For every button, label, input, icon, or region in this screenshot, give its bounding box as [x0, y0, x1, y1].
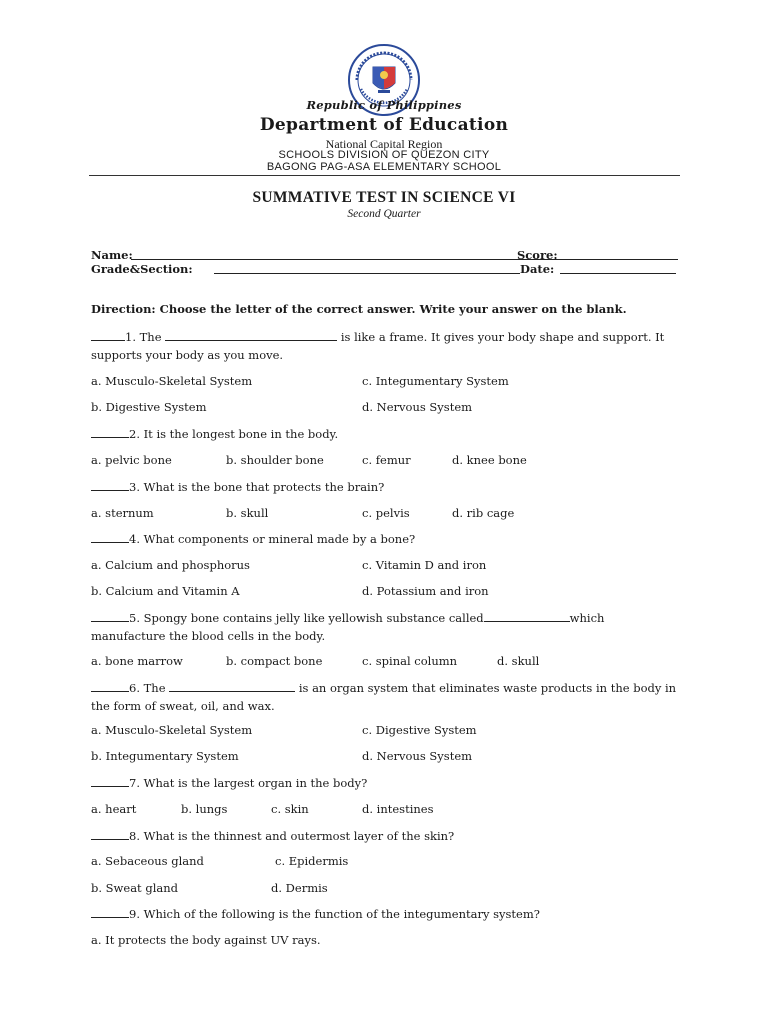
- fill-blank: [165, 330, 337, 341]
- option: c. Epidermis: [275, 854, 349, 868]
- question-text: 8. What is the thinnest and outermost layer of the skin?: [129, 829, 455, 843]
- name-label: Name:: [91, 248, 133, 262]
- answer-blank[interactable]: [91, 776, 129, 787]
- fill-blank: [484, 611, 570, 622]
- answer-blank[interactable]: [91, 611, 129, 622]
- option: a. Sebaceous gland: [91, 854, 204, 868]
- option: d. Nervous System: [362, 400, 473, 414]
- option: a. bone marrow: [91, 654, 183, 668]
- option: c. femur: [362, 453, 411, 467]
- option: c. pelvis: [362, 506, 410, 520]
- option: a. Musculo-Skeletal System: [91, 723, 253, 737]
- question-text: 3. What is the bone that protects the brain?: [129, 480, 385, 494]
- question-text: is an organ system that eliminates waste products in the body in the form of sweat, oil, and wax.: [91, 681, 677, 713]
- option: a. It protects the body against UV rays.: [91, 933, 321, 947]
- option: a. heart: [91, 802, 137, 816]
- question-text: which manufacture the blood cells in the body.: [91, 611, 605, 643]
- option: d. skull: [497, 654, 540, 668]
- option: c. Integumentary System: [362, 374, 509, 388]
- fill-blank: [169, 681, 295, 692]
- option: d. Nervous System: [362, 749, 473, 763]
- option: a. Calcium and phosphorus: [91, 558, 250, 572]
- answer-blank[interactable]: [91, 330, 125, 341]
- question-8: [91, 828, 454, 845]
- score-blank[interactable]: [564, 249, 678, 260]
- option: d. intestines: [362, 802, 434, 816]
- division-text: SCHOOLS DIVISION OF QUEZON CITY: [278, 149, 490, 161]
- answer-blank[interactable]: [91, 480, 129, 491]
- option: b. compact bone: [226, 654, 323, 668]
- answer-blank[interactable]: [91, 532, 129, 543]
- option: a. pelvic bone: [91, 453, 172, 467]
- option: d. Potassium and iron: [362, 584, 489, 598]
- grade-section-blank[interactable]: [214, 263, 520, 274]
- question-text: 7. What is the largest organ in the body?: [129, 776, 368, 790]
- question-text: 9. Which of the following is the function of the integumentary system?: [129, 907, 540, 921]
- header-divider: [89, 175, 680, 176]
- score-label: Score:: [517, 248, 558, 262]
- option: d. knee bone: [452, 453, 527, 467]
- option: b. shoulder bone: [226, 453, 324, 467]
- option: b. Integumentary System: [91, 749, 239, 763]
- question-text: 6. The: [129, 681, 166, 695]
- date-blank[interactable]: [560, 263, 676, 274]
- answer-blank[interactable]: [91, 829, 129, 840]
- question-text: 2. It is the longest bone in the body.: [129, 427, 339, 441]
- question-9: [91, 906, 540, 923]
- option: c. spinal column: [362, 654, 458, 668]
- question-1: [91, 329, 681, 364]
- quarter-subtitle: Second Quarter: [347, 208, 421, 220]
- answer-blank[interactable]: [91, 907, 129, 918]
- question-text: 5. Spongy bone contains jelly like yellowish substance called: [129, 611, 484, 625]
- question-6: [91, 680, 681, 715]
- question-7: [91, 775, 367, 792]
- school-text: BAGONG PAG-ASA ELEMENTARY SCHOOL: [266, 161, 502, 173]
- question-5: [91, 610, 681, 645]
- question-2: [91, 426, 338, 443]
- date-label: Date:: [520, 262, 555, 276]
- option: c. Digestive System: [362, 723, 477, 737]
- answer-blank[interactable]: [91, 427, 129, 438]
- option: b. lungs: [181, 802, 228, 816]
- question-text: 4. What components or mineral made by a bone?: [129, 532, 416, 546]
- option: d. Dermis: [271, 881, 328, 895]
- question-4: [91, 531, 415, 548]
- republic-text: Republic of Philippines: [306, 98, 462, 112]
- option: a. Musculo-Skeletal System: [91, 374, 253, 388]
- region-text: National Capital Region: [325, 137, 443, 151]
- option: a. sternum: [91, 506, 154, 520]
- option: d. rib cage: [452, 506, 515, 520]
- question-3: [91, 479, 384, 496]
- option: c. skin: [271, 802, 309, 816]
- option: b. Digestive System: [91, 400, 207, 414]
- option: b. Calcium and Vitamin A: [91, 584, 240, 598]
- answer-blank[interactable]: [91, 681, 129, 692]
- question-text: 1. The: [125, 330, 162, 344]
- test-title: SUMMATIVE TEST IN SCIENCE VI: [252, 189, 516, 206]
- option: b. Sweat gland: [91, 881, 178, 895]
- option: b. skull: [226, 506, 269, 520]
- direction-text: Direction: Choose the letter of the correct answer. Write your answer on the blank.: [91, 302, 627, 316]
- question-text: is like a frame. It gives your body shape and support. It supports your body as you move.: [91, 330, 665, 362]
- option: c. Vitamin D and iron: [362, 558, 487, 572]
- grade-section-label: Grade&Section:: [91, 262, 193, 276]
- department-title: Department of Education: [259, 115, 509, 135]
